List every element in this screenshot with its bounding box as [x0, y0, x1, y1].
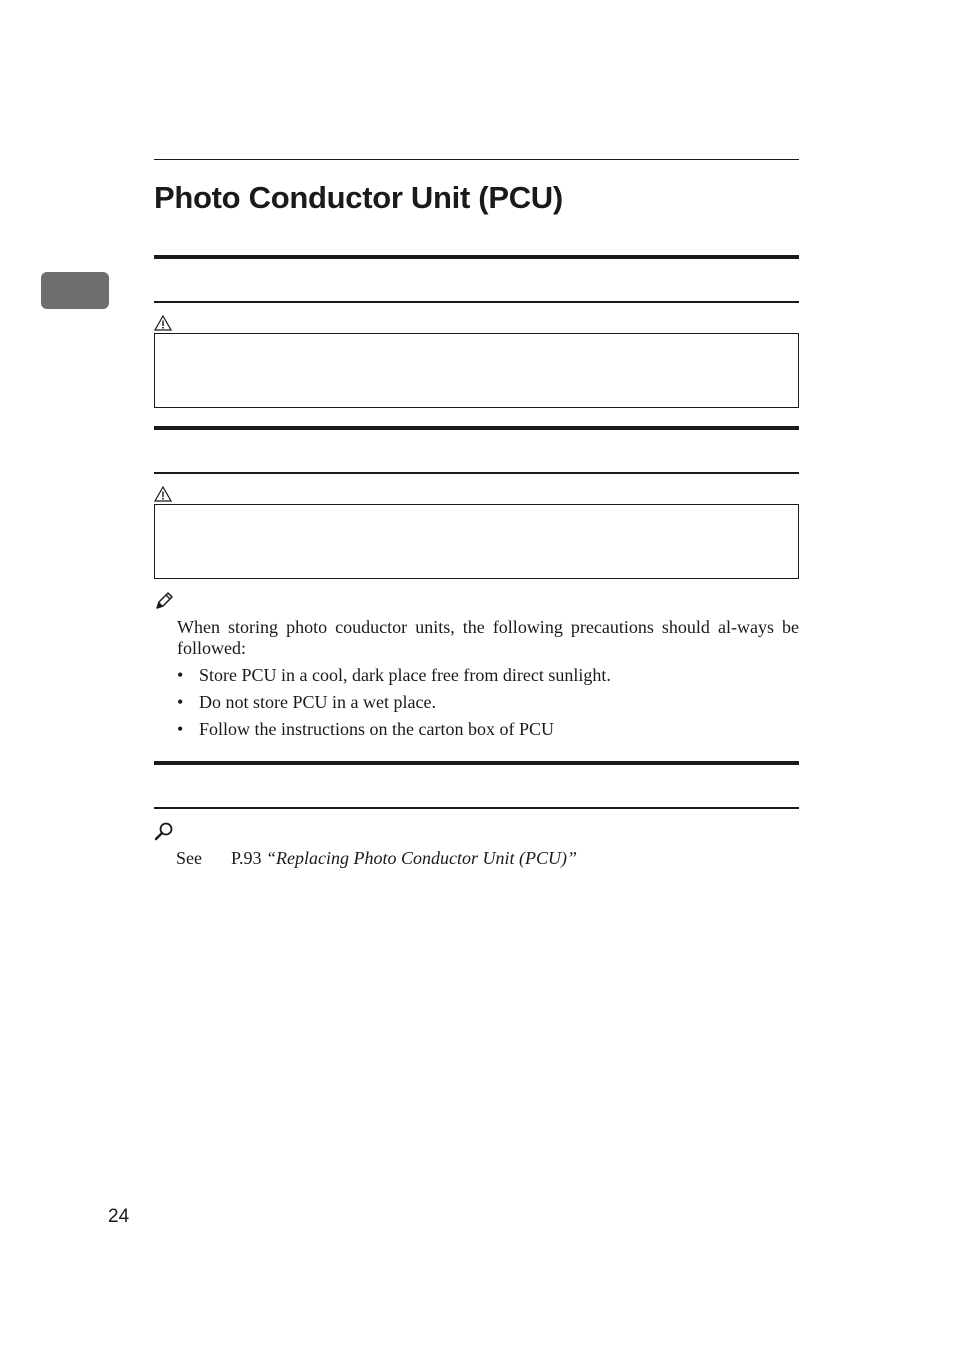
page-title: Photo Conductor Unit (PCU) — [154, 180, 563, 215]
pencil-note-icon — [154, 591, 174, 616]
reference-line — [176, 848, 577, 869]
note-text: When storing photo couductor units, the following precautions should al-ways be followed: — [177, 617, 799, 658]
list-item-text: Store PCU in a cool, dark place free from direct sunlight. — [199, 665, 611, 685]
bullet-dot: • — [177, 719, 184, 739]
chapter-tab — [41, 272, 109, 309]
bullet-dot: • — [177, 692, 184, 712]
list-item — [177, 719, 554, 740]
reference-title[interactable]: “Replacing Photo Conductor Unit (PCU)” — [266, 848, 577, 868]
bullet-dot: • — [177, 665, 184, 685]
list-item-text: Do not store PCU in a wet place. — [199, 692, 436, 712]
warning-box — [154, 504, 799, 579]
top-rule — [154, 159, 799, 160]
warning-box — [154, 333, 799, 408]
list-item — [177, 692, 436, 713]
section-rule-thick — [154, 426, 799, 430]
section-rule-thick — [154, 255, 799, 259]
reference-page[interactable]: P.93 — [231, 848, 262, 868]
list-item — [177, 665, 611, 686]
see-label: See — [176, 848, 202, 868]
page-number: 24 — [108, 1206, 130, 1227]
subsection-rule — [154, 472, 799, 474]
list-item-text: Follow the instructions on the carton box of PCU — [199, 719, 554, 739]
magnifier-reference-icon — [154, 821, 174, 846]
subsection-rule — [154, 807, 799, 809]
subsection-rule — [154, 301, 799, 303]
section-rule-thick — [154, 761, 799, 765]
